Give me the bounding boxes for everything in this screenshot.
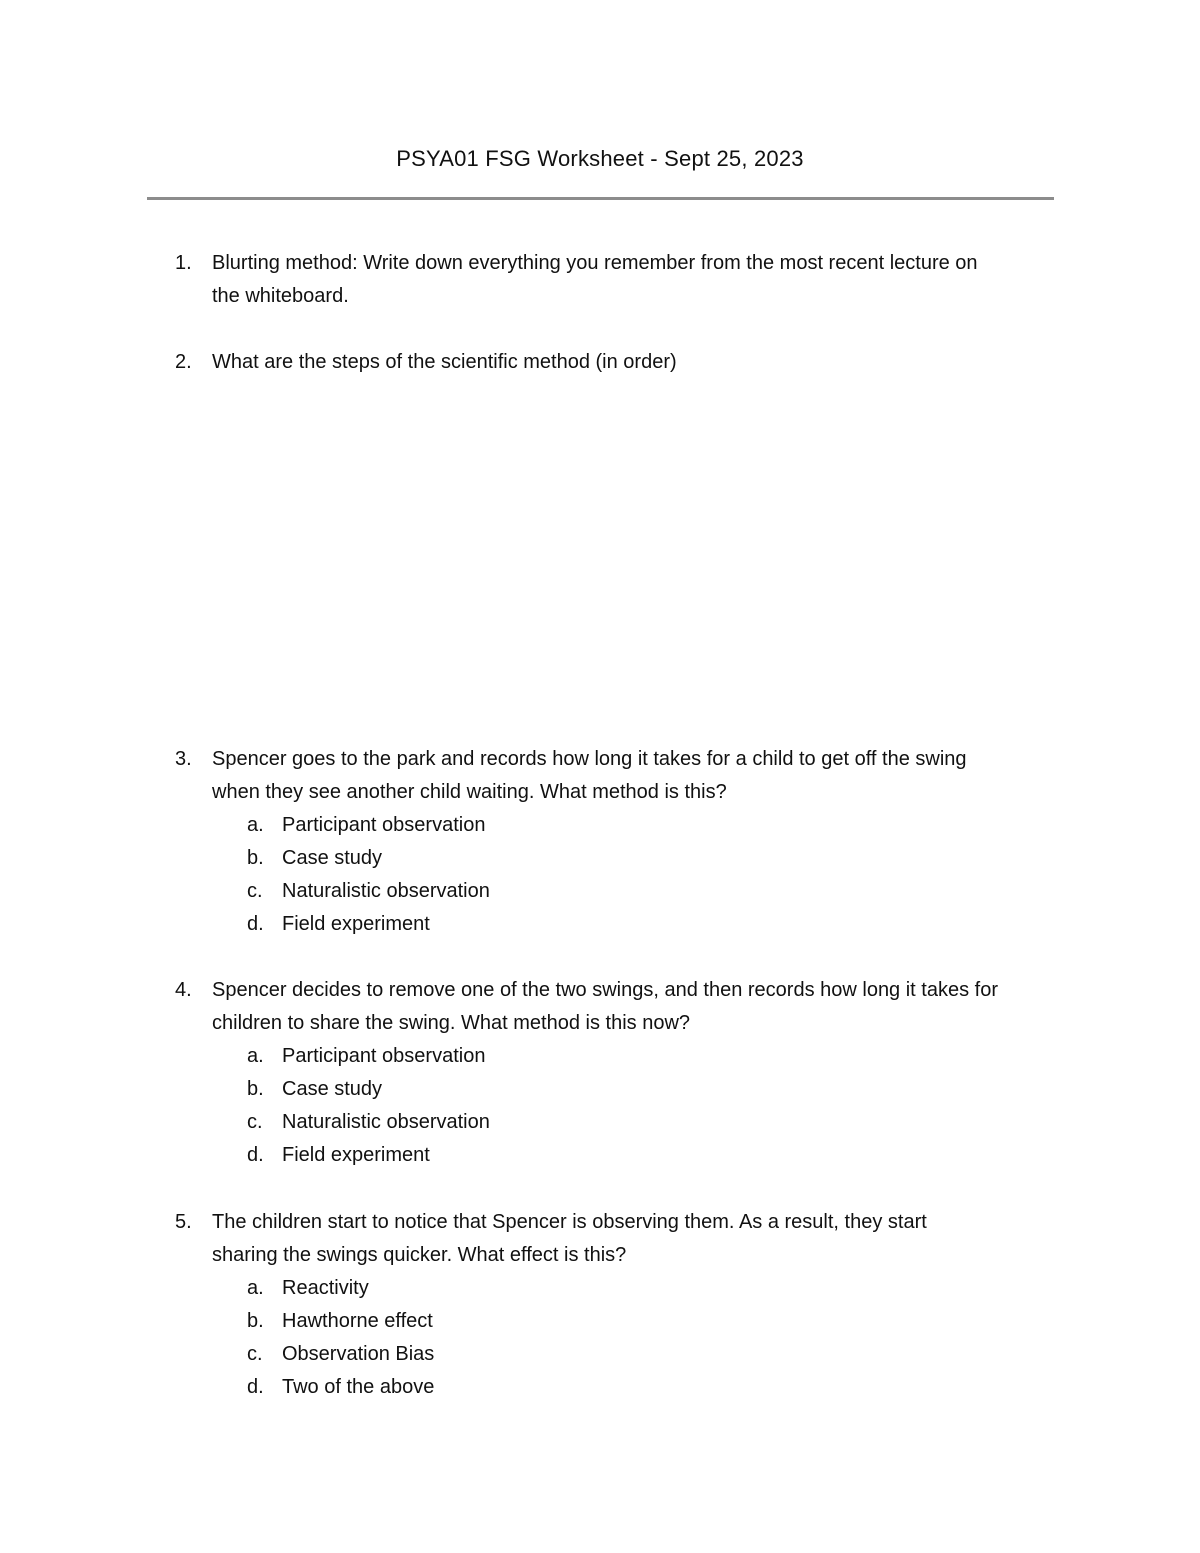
question-number: 4.: [175, 979, 192, 1001]
question-3: [175, 743, 1075, 941]
option-letter: c.: [247, 1343, 263, 1365]
question-4: [175, 974, 1075, 1172]
option-letter: b.: [247, 847, 264, 869]
question-1: [175, 247, 1075, 313]
answer-option-b[interactable]: [175, 842, 1075, 875]
option-text: Naturalistic observation: [282, 880, 490, 902]
answer-options: [175, 809, 1075, 941]
question-line: sharing the swings quicker. What effect is this?: [212, 1244, 627, 1266]
question-5: [175, 1206, 1075, 1404]
option-letter: a.: [247, 1045, 264, 1067]
answer-option-b[interactable]: [175, 1073, 1075, 1106]
option-letter: a.: [247, 1277, 264, 1299]
question-number: 1.: [175, 252, 192, 274]
answer-option-c[interactable]: [175, 875, 1075, 908]
question-text: [212, 974, 1072, 1040]
option-text: Field experiment: [282, 1144, 430, 1166]
answer-option-d[interactable]: [175, 908, 1075, 941]
answer-options: [175, 1272, 1075, 1404]
option-text: Hawthorne effect: [282, 1310, 433, 1332]
question-text: [212, 247, 1072, 313]
option-letter: d.: [247, 1376, 264, 1398]
answer-option-b[interactable]: [175, 1305, 1075, 1338]
option-text: Reactivity: [282, 1277, 369, 1299]
question-line: The children start to notice that Spencer is observing them. As a result, they start: [212, 1211, 927, 1233]
option-text: Naturalistic observation: [282, 1111, 490, 1133]
option-letter: c.: [247, 1111, 263, 1133]
question-number: 3.: [175, 748, 192, 770]
question-line: the whiteboard.: [212, 285, 349, 307]
question-text: [212, 346, 1072, 379]
question-line: children to share the swing. What method is this now?: [212, 1012, 691, 1034]
answer-option-c[interactable]: [175, 1106, 1075, 1139]
option-letter: d.: [247, 913, 264, 935]
answer-option-c[interactable]: [175, 1338, 1075, 1371]
answer-option-a[interactable]: [175, 809, 1075, 842]
question-line: What are the steps of the scientific method (in order): [212, 351, 677, 373]
option-letter: a.: [247, 814, 264, 836]
option-letter: d.: [247, 1144, 264, 1166]
question-text: [212, 743, 1072, 809]
worksheet-title: PSYA01 FSG Worksheet - Sept 25, 2023: [396, 146, 804, 171]
question-line: when they see another child waiting. What method is this?: [212, 781, 727, 803]
option-letter: c.: [247, 880, 263, 902]
option-text: Case study: [282, 847, 383, 869]
option-text: Field experiment: [282, 913, 430, 935]
option-text: Participant observation: [282, 814, 486, 836]
question-line: Spencer decides to remove one of the two swings, and then records how long it takes for: [212, 979, 998, 1001]
question-line: Spencer goes to the park and records how long it takes for a child to get off the swing: [212, 748, 967, 770]
question-2: [175, 346, 1075, 379]
answer-option-a[interactable]: [175, 1272, 1075, 1305]
answer-options: [175, 1040, 1075, 1172]
option-text: Case study: [282, 1078, 383, 1100]
question-text: [212, 1206, 1072, 1272]
answer-option-d[interactable]: [175, 1139, 1075, 1172]
option-text: Observation Bias: [282, 1343, 435, 1365]
question-number: 2.: [175, 351, 192, 373]
option-letter: b.: [247, 1310, 264, 1332]
title-divider: [147, 197, 1054, 200]
option-text: Participant observation: [282, 1045, 486, 1067]
option-letter: b.: [247, 1078, 264, 1100]
question-line: Blurting method: Write down everything you remember from the most recent lecture on: [212, 252, 978, 274]
question-number: 5.: [175, 1211, 192, 1233]
answer-option-a[interactable]: [175, 1040, 1075, 1073]
option-text: Two of the above: [282, 1376, 435, 1398]
answer-option-d[interactable]: [175, 1371, 1075, 1404]
